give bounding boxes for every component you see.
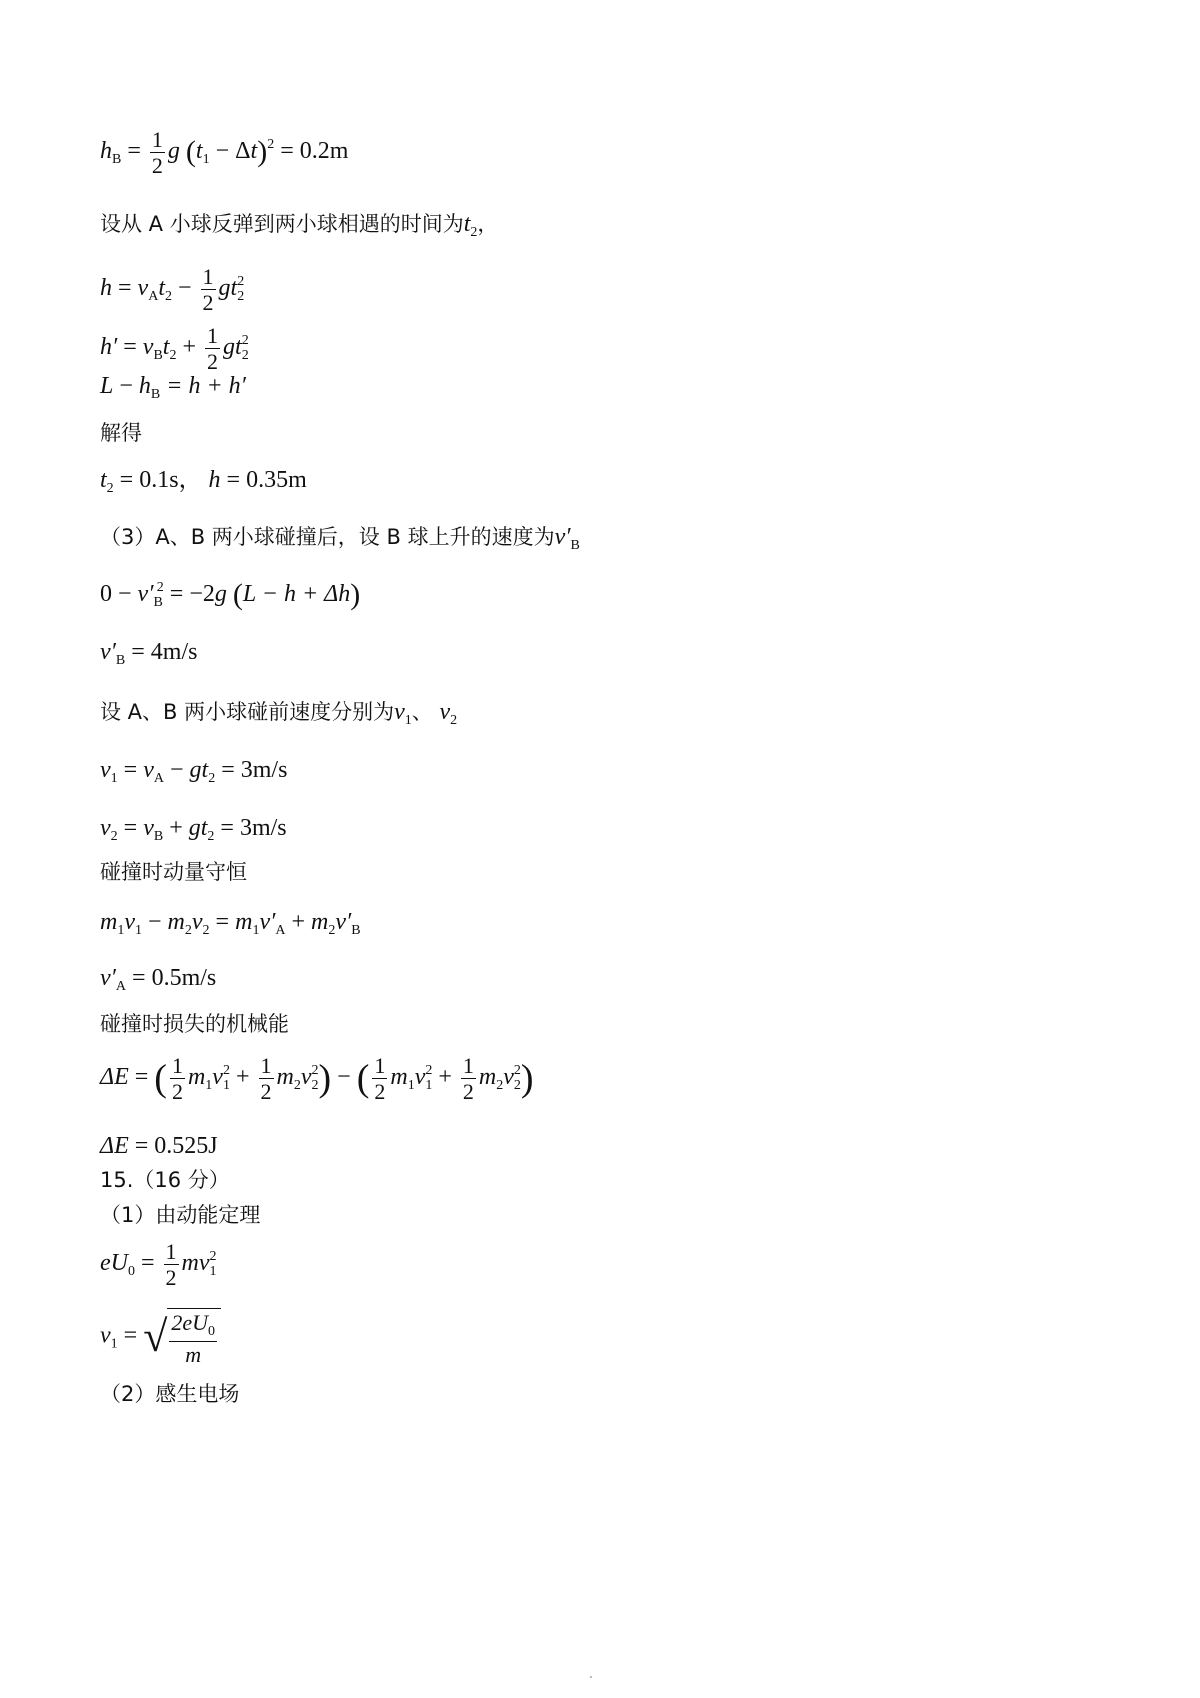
fraction: $\frac{1}{2}$ bbox=[260, 1053, 272, 1105]
fraction: $\frac{1}{2}$ bbox=[462, 1053, 474, 1105]
radical-sign: √ bbox=[143, 1311, 168, 1361]
equation-delta-E: ΔE = ( $\frac{1}{2}$ $m_1v_1^2$ + $\frac{1}{2}$ $m_2v_2^2$) − ( $\frac{1}{2}$ $m_1v_1^2$ + $\frac{1}{2}$ $m_2v_2^2$) bbox=[100, 1053, 534, 1105]
text-part2: （2）感生电场 bbox=[100, 1382, 240, 1406]
text-momentum: 碰撞时动量守恒 bbox=[100, 860, 247, 884]
fraction: $\frac{1}{2}$ bbox=[151, 127, 163, 179]
equation-v1: $v_1 = v_A - gt_2 = 3m/s$ bbox=[100, 757, 288, 786]
fraction: $\frac{2eU_0}{m}$ bbox=[171, 1310, 216, 1367]
equation-kinetic-energy: $eU_0$ = $\frac{1}{2}$ $mv_1^2$ bbox=[100, 1239, 217, 1291]
equation-t2-result: $t_2 = 0.1s$， h = 0.35m bbox=[100, 467, 307, 496]
text-solve: 解得 bbox=[100, 421, 142, 445]
question-15-heading: 15.（16 分） bbox=[100, 1168, 230, 1192]
equation-hB: $h_B$ = $\frac{1}{2}$ g $(t_1 - \Delta t)^2 = 0.2m$ bbox=[100, 127, 349, 179]
equation-vB-prime: $v'_B = 4m/s$ bbox=[100, 639, 198, 668]
fraction: $\frac{1}{2}$ bbox=[165, 1239, 177, 1291]
right-paren: ) bbox=[318, 1057, 332, 1100]
equation-vA-prime: $v'_A = 0.5m/s$ bbox=[100, 965, 217, 994]
text-energy-loss: 碰撞时损失的机械能 bbox=[100, 1012, 289, 1036]
text-part1: （1）由动能定理 bbox=[100, 1203, 261, 1227]
equation-v1-sqrt: $v_1$ = √ $\frac{2eU_0}{m}$ bbox=[100, 1308, 221, 1366]
page-mark bbox=[590, 1676, 592, 1678]
text-t2-intro: 设从 A 小球反弹到两小球相遇的时间为$t_2$， bbox=[100, 211, 499, 240]
equation-h: $h = v_At_2$ − $\frac{1}{2}$ $gt_2^2$ bbox=[100, 264, 245, 316]
fraction: $\frac{1}{2}$ bbox=[374, 1053, 386, 1105]
fraction: $\frac{1}{2}$ bbox=[171, 1053, 183, 1105]
equation-vB-energy: $0 - v'_B^2 = -2g$ (L − h + Δh) bbox=[100, 578, 361, 611]
equation-delta-E-value: ΔE = 0.525J bbox=[100, 1133, 218, 1159]
text-v12-intro: 设 A、B 两小球碰前速度分别为$v_1$、 $v_2$ bbox=[100, 699, 458, 728]
fraction: $\frac{1}{2}$ bbox=[202, 264, 214, 316]
equation-momentum: $m_1v_1 - m_2v_2 = m_1v'_A + m_2v'_B$ bbox=[100, 909, 361, 938]
square-root bbox=[143, 1308, 221, 1366]
equation-v2: $v_2 = v_B + gt_2 = 3m/s$ bbox=[100, 815, 287, 844]
right-paren: ) bbox=[520, 1057, 534, 1100]
equation-L: $L - h_B = h + h'$ bbox=[100, 373, 246, 402]
left-paren: ( bbox=[356, 1057, 370, 1100]
equation-h-prime: $h' = v_Bt_2$ + $\frac{1}{2}$ $gt_2^2$ bbox=[100, 323, 249, 375]
left-paren: ( bbox=[154, 1057, 167, 1100]
text-part3-intro: （3）A、B 两小球碰撞后，设 B 球上升的速度为$v'_B$ bbox=[100, 524, 580, 553]
fraction: $\frac{1}{2}$ bbox=[207, 323, 219, 375]
